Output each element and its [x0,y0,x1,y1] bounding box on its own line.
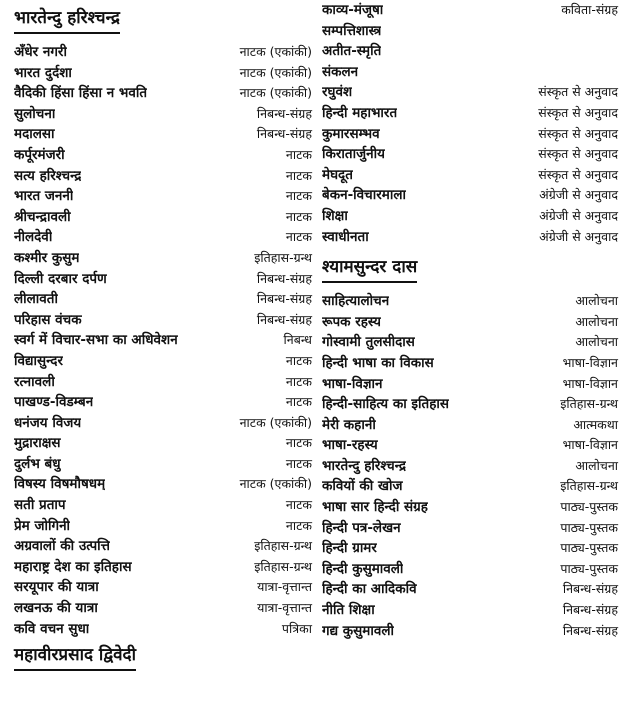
work-genre: कविता-संग्रह [561,2,618,17]
work-entry [322,291,618,312]
work-entry [14,413,312,434]
work-genre: निबन्ध-संग्रह [562,602,618,618]
work-entry [322,185,618,206]
work-entry [322,82,618,103]
works-list-mahavirprasad [322,0,618,247]
work-entry [14,83,312,104]
work-genre: यात्रा-वृत्तान्त [257,600,312,616]
work-genre: भाषा-विज्ञान [562,375,618,391]
work-entry [322,559,618,580]
work-genre: नाटक [285,517,312,533]
work-title: पाखण्ड-विडम्बन [14,394,94,411]
work-entry [14,598,312,619]
work-genre: नाटक [285,352,312,368]
work-title: परिहास वंचक [14,311,82,328]
work-entry [322,165,618,186]
work-entry [14,310,312,331]
work-entry [322,353,618,374]
author-heading-shyamsundar: श्यामसुन्दर दास [322,255,417,283]
work-genre: भाषा-विज्ञान [562,354,618,370]
work-title: हिन्दी भाषा का विकास [322,354,434,371]
work-title: अतीत-स्मृति [322,43,382,60]
work-title: भाषा-विज्ञान [322,375,383,392]
work-genre: नाटक (एकांकी) [239,476,312,492]
work-title: मेरी कहानी [322,416,376,433]
work-title: हिन्दी कुसुमावली [322,560,404,577]
work-entry [322,394,618,415]
work-genre: निबन्ध-संग्रह [562,581,618,597]
work-genre: पाठ्य-पुस्तक [560,540,618,556]
work-title: बेकन-विचारमाला [322,187,406,204]
work-title: काव्य-मंजूषा [322,2,384,18]
work-entry [14,227,312,248]
work-entry [14,63,312,84]
work-title: लखनऊ की यात्रा [14,600,98,617]
work-entry [14,104,312,125]
work-genre: नाटक [285,208,312,224]
work-title: भारत जननी [14,188,74,205]
work-genre: संस्कृत से अनुवाद [538,104,618,120]
work-genre: पाठ्य-पुस्तक [560,560,618,576]
work-genre: निबन्ध-संग्रह [256,291,312,307]
right-column [322,0,618,641]
work-title: महाराष्ट्र देश का इतिहास [14,558,132,575]
work-genre: इतिहास-ग्रन्थ [254,249,312,265]
work-genre: इतिहास-ग्रन्थ [254,558,312,574]
work-entry [322,103,618,124]
work-title: वैदिकी हिंसा हिंसा न भवति [14,85,148,102]
work-entry [322,332,618,353]
work-entry [322,579,618,600]
work-title: सुलोचना [14,105,56,122]
work-entry [322,435,618,456]
work-genre: आलोचना [575,457,618,473]
work-title: नीति शिक्षा [322,602,375,619]
work-title: हिन्दी ग्रामर [322,540,377,557]
work-title: दिल्ली दरबार दर्पण [14,270,107,287]
work-genre: नाटक [285,435,312,451]
work-title: भाषा-रहस्य [322,437,378,454]
works-list-bharatendu [14,42,312,639]
work-title: विषस्य विषमौषधम् [14,476,106,493]
work-entry [322,374,618,395]
work-title: हिन्दी महाभारत [322,104,398,121]
work-title: सत्य हरिश्चन्द्र [14,167,82,184]
work-title: मदालसा [14,126,55,143]
work-title: प्रेम जोगिनी [14,517,71,534]
work-title: लीलावती [14,291,58,308]
work-genre: संस्कृत से अनुवाद [538,84,618,100]
work-genre: निबन्ध-संग्रह [256,105,312,121]
work-title: सम्पत्तिशास्त्र [322,22,382,39]
work-title: हिन्दी का आदिकवि [322,581,417,598]
work-genre: निबन्ध-संग्रह [256,126,312,142]
work-title: हिन्दी-साहित्य का इतिहास [322,396,450,413]
work-title: धनंजय विजय [14,414,82,431]
work-entry [322,62,618,83]
work-genre: नाटक (एकांकी) [239,44,312,59]
work-title: कश्मीर कुसुम [14,249,80,266]
work-entry [322,621,618,642]
work-entry [14,433,312,454]
work-entry [322,21,618,42]
work-genre: संस्कृत से अनुवाद [538,146,618,162]
work-entry [14,495,312,516]
work-title: अग्रवालों की उत्पत्ति [14,538,110,555]
work-title: भारत दुर्दशा [14,64,72,81]
work-title: भाषा सार हिन्दी संग्रह [322,499,428,516]
work-genre: आलोचना [575,334,618,350]
work-entry [14,474,312,495]
work-genre: इतिहास-ग्रन्थ [254,538,312,554]
work-title: शिक्षा [322,207,348,224]
work-title: गोस्वामी तुलसीदास [322,334,415,351]
work-genre: नाटक [285,373,312,389]
work-entry [322,538,618,559]
work-entry [14,269,312,290]
work-entry [14,145,312,166]
work-title: विद्यासुन्दर [14,352,63,369]
work-entry [14,392,312,413]
work-entry [14,186,312,207]
author-heading-mahavirprasad: महावीरप्रसाद द्विवेदी [14,643,136,671]
work-genre: आलोचना [575,293,618,309]
work-title: कर्पूरमंजरी [14,146,65,163]
work-genre: नाटक [285,394,312,410]
work-genre: नाटक (एकांकी) [239,414,312,430]
work-entry [14,207,312,228]
work-entry [14,289,312,310]
work-title: सरयूपार की यात्रा [14,579,99,596]
work-genre: संस्कृत से अनुवाद [538,166,618,182]
work-genre: इतिहास-ग्रन्थ [560,478,618,494]
work-entry [322,227,618,248]
work-entry [14,351,312,372]
work-title: गद्य कुसुमावली [322,622,395,639]
work-genre: निबन्ध [283,332,312,348]
work-title: भारतेन्दु हरिश्चन्द्र [322,457,407,474]
work-entry [322,600,618,621]
work-genre: आलोचना [575,313,618,329]
work-title: कुमारसम्भव [322,125,380,142]
work-genre: संस्कृत से अनुवाद [538,125,618,141]
work-entry [322,497,618,518]
works-list-shyamsundar [322,291,618,641]
work-genre: नाटक [285,167,312,183]
work-entry [14,372,312,393]
work-entry [322,456,618,477]
work-title: मुद्राराक्षस [14,435,61,452]
work-genre: आत्मकथा [573,416,618,432]
work-genre: निबन्ध-संग्रह [256,311,312,327]
work-entry [14,536,312,557]
work-genre: नाटक [285,146,312,162]
work-title: संकलन [322,63,359,80]
work-genre: अंग्रेजी से अनुवाद [539,228,618,244]
work-genre: यात्रा-वृत्तान्त [257,579,312,595]
work-title: कवि वचन सुधा [14,620,90,637]
work-entry [14,330,312,351]
work-genre: निबन्ध-संग्रह [562,622,618,638]
work-title: रत्नावली [14,373,55,390]
work-title: श्रीचन्द्रावली [14,208,71,225]
work-title: हिन्दी पत्र-लेखन [322,519,401,536]
left-column [14,0,312,671]
work-title: रघुवंश [322,84,353,101]
work-genre: नाटक [285,229,312,245]
work-genre: नाटक (एकांकी) [239,64,312,80]
work-title: कवियों की खोज [322,478,403,495]
work-title: नीलदेवी [14,229,53,246]
work-entry [14,454,312,475]
work-entry [322,206,618,227]
work-entry [14,619,312,640]
author-heading-bharatendu: भारतेन्दु हरिश्चन्द्र [14,6,120,34]
work-genre: नाटक [285,188,312,204]
work-entry [14,577,312,598]
work-genre: पाठ्य-पुस्तक [560,519,618,535]
work-entry [14,42,312,63]
work-title: दुर्लभ बंधु [14,455,61,472]
work-genre: पत्रिका [281,620,312,636]
work-title: मेघदूत [322,166,353,183]
work-entry [14,166,312,187]
work-genre: अंग्रेजी से अनुवाद [539,187,618,203]
work-title: अँधेर नगरी [14,44,67,60]
work-title: साहित्यालोचन [322,293,390,310]
work-genre: भाषा-विज्ञान [562,437,618,453]
work-entry [322,124,618,145]
work-entry [322,415,618,436]
work-entry [322,0,618,21]
work-entry [322,476,618,497]
work-entry [322,144,618,165]
work-genre: निबन्ध-संग्रह [256,270,312,286]
work-entry [322,518,618,539]
work-title: स्वर्ग में विचार-सभा का अधिवेशन [14,332,178,349]
work-entry [14,557,312,578]
work-genre: नाटक [285,455,312,471]
work-entry [322,312,618,333]
work-title: सती प्रताप [14,497,66,514]
work-entry [14,516,312,537]
work-entry [322,41,618,62]
work-genre: अंग्रेजी से अनुवाद [539,207,618,223]
work-genre: नाटक (एकांकी) [239,85,312,101]
work-entry [14,248,312,269]
work-title: स्वाधीनता [322,228,369,245]
work-title: किरातार्जुनीय [322,146,385,163]
work-genre: पाठ्य-पुस्तक [560,499,618,515]
work-title: रूपक रहस्य [322,313,381,330]
work-entry [14,124,312,145]
work-genre: इतिहास-ग्रन्थ [560,396,618,412]
work-genre: नाटक [285,497,312,513]
